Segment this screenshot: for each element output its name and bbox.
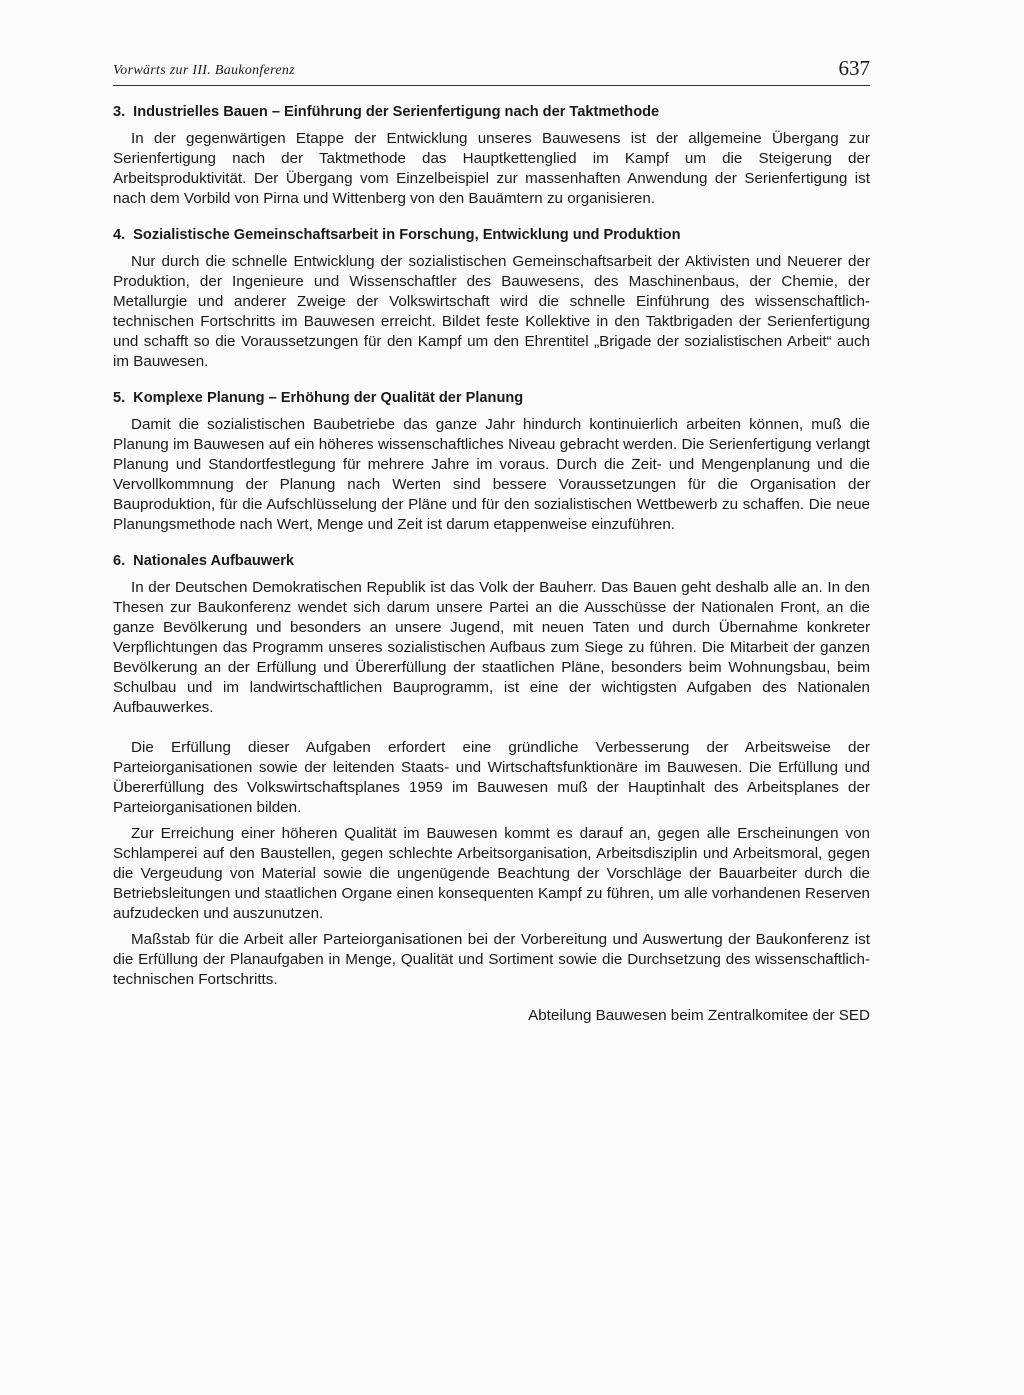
section-number: 5. [113,390,126,406]
section-title: Sozialistische Gemeinschaftsarbeit in Forschung, Entwicklung und Produktion [133,227,681,243]
closing-paragraph: Die Erfüllung dieser Aufgaben erfordert eine gründliche Verbesserung der Arbeitsweise der Parteiorganisationen sowie der leitenden Staats- und Wirtschaftsfunktionäre im Bauwesen. Die Erfüllung und Übererfüllung des Volkswirtschaftsplanes 1959 im Bauwesen muß der Hauptinhalt des Arbeitsplanes der Parteiorganisationen bilden. [113,739,870,816]
section-heading [113,225,870,245]
signature: Abteilung Bauwesen beim Zentralkomitee der SED [528,1007,870,1024]
section-4 [113,225,870,372]
section-title: Nationales Aufbauwerk [133,553,295,569]
document-page [113,58,870,1026]
section-paragraph: Damit die sozialistischen Baubetriebe das ganze Jahr hindurch kontinuierlich arbeiten können, muß die Planung im Bauwesen auf ein höheres wissenschaftliches Niveau gebracht werden. Die Serienfertigung verlangt Planung und Standortfestlegung für mehrere Jahre im voraus. Durch die Zeit- und Mengenplanung und die Vervollkommnung der Planung nach Werten sind bessere Voraussetzungen für die Organisation der Bauproduktion, für die Aufschlüsselung der Pläne und für den sozialistischen Wettbewerb zu schaffen. Die neue Planungsmethode nach Wert, Menge und Zeit ist darum etappenweise einzuführen. [113,416,870,533]
section-number: 3. [113,104,126,120]
section-paragraph: Nur durch die schnelle Entwicklung der sozialistischen Gemeinschaftsarbeit der Aktivisten und Neuerer der Produktion, der Ingenieure und Wissenschaftler des Bauwesens, des Maschinenbaus, der Chemie, der Metallurgie und anderer Zweige der Volkswirtschaft wird die schnelle Einführung des wissenschaftlich-technischen Fortschritts im Bauwesen erreicht. Bildet feste Kollektive in den Taktbrigaden der Serienfertigung und schafft so die Voraussetzungen für den Kampf um den Ehrentitel „Brigade der sozialistischen Arbeit“ auch im Bauwesen. [113,253,870,370]
section-number: 4. [113,227,126,243]
section-paragraph: In der gegenwärtigen Etappe der Entwicklung unseres Bauwesens ist der allgemeine Übergang zur Serienfertigung nach der Taktmethode das Hauptkettenglied im Kampf um die Steigerung der Arbeitsproduktivität. Der Übergang vom Einzelbeispiel zur massenhaften Anwendung der Serienfertigung ist nach dem Vorbild von Pirna und Wittenberg von den Bauämtern zu organisieren. [113,130,870,207]
section-6 [113,551,870,718]
section-title: Industrielles Bauen – Einführung der Serienfertigung nach der Taktmethode [133,104,660,120]
section-title: Komplexe Planung – Erhöhung der Qualität der Planung [133,390,524,406]
section-paragraph: In der Deutschen Demokratischen Republik ist das Volk der Bauherr. Das Bauen geht deshalb alle an. In den Thesen zur Baukonferenz wendet sich darum unsere Partei an die Ausschüsse der Nationalen Front, an die ganze Bevölkerung und besonders an unsere Jugend, mit neuen Taten und durch Übernahme konkreter Verpflichtungen das Programm unseres sozialistischen Aufbaus zum Siege zu führen. Die Mitarbeit der ganzen Bevölkerung an der Erfüllung und Übererfüllung der staatlichen Pläne, besonders beim Wohnungsbau, beim Schulbau und im landwirtschaftlichen Bauprogramm, ist eine der wichtigsten Aufgaben des Nationalen Aufbauwerkes. [113,579,870,716]
closing-paragraph: Maßstab für die Arbeit aller Parteiorganisationen bei der Vorbereitung und Auswertung der Baukonferenz ist die Erfüllung der Planaufgaben in Menge, Qualität und Sortiment sowie die Durchsetzung des wissenschaftlich-technischen Fortschritts. [113,931,870,988]
page-number: 637 [838,56,870,80]
running-head: Vorwärts zur III. Baukonferenz [113,63,295,78]
section-heading [113,102,870,122]
section-3 [113,102,870,209]
closing-block [113,738,870,990]
section-heading [113,388,870,408]
section-heading [113,551,870,571]
section-number: 6. [113,553,126,569]
page-header [113,58,870,86]
closing-paragraph: Zur Erreichung einer höheren Qualität im Bauwesen kommt es darauf an, gegen alle Erscheinungen von Schlamperei auf den Baustellen, gegen schlechte Arbeitsorganisation, Arbeitsdisziplin und Arbeitsmoral, gegen die Vergeudung von Material sowie die ungenügende Beachtung der Vorschläge der Bauarbeiter durch die Betriebsleitungen und staatlichen Organe einen konsequenten Kampf zu führen, um alle vorhandenen Reserven aufzudecken und auszunutzen. [113,825,870,922]
section-5 [113,388,870,535]
